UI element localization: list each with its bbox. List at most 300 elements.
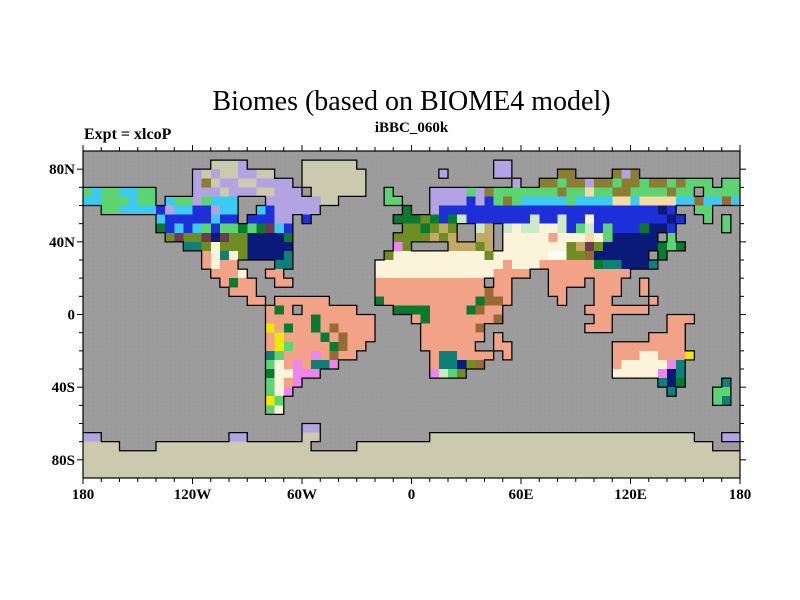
biome-cell bbox=[165, 215, 174, 224]
biome-cell bbox=[384, 269, 393, 278]
biome-cell bbox=[284, 451, 293, 460]
biome-cell bbox=[275, 315, 284, 324]
biome-cell bbox=[293, 196, 302, 205]
biome-cell bbox=[147, 469, 156, 478]
biome-cell bbox=[448, 324, 457, 333]
biome-cell bbox=[621, 469, 630, 478]
biome-cell bbox=[603, 460, 612, 469]
biome-cell bbox=[238, 451, 247, 460]
biome-cell bbox=[603, 278, 612, 287]
biome-cell bbox=[320, 296, 329, 305]
biome-cell bbox=[266, 187, 275, 196]
biome-cell bbox=[193, 196, 202, 205]
biome-cell bbox=[485, 260, 494, 269]
x-tick-label: 180 bbox=[71, 487, 95, 503]
biome-cell bbox=[558, 196, 567, 205]
biome-cell bbox=[558, 287, 567, 296]
biome-cell bbox=[640, 460, 649, 469]
biome-cell bbox=[603, 287, 612, 296]
biome-cell bbox=[539, 215, 548, 224]
biome-cell bbox=[521, 196, 530, 205]
biome-cell bbox=[457, 187, 466, 196]
biome-cell bbox=[311, 160, 320, 169]
biome-cell bbox=[548, 269, 557, 278]
biome-cell bbox=[685, 433, 694, 442]
biome-cell bbox=[448, 287, 457, 296]
biome-cell bbox=[110, 206, 119, 215]
biome-cell bbox=[503, 224, 512, 233]
biome-cell bbox=[621, 360, 630, 369]
biome-cell bbox=[302, 460, 311, 469]
biome-cell bbox=[585, 260, 594, 269]
biome-cell bbox=[183, 451, 192, 460]
biome-cell bbox=[402, 251, 411, 260]
biome-cell bbox=[439, 469, 448, 478]
biome-cell bbox=[722, 215, 731, 224]
biome-cell bbox=[430, 369, 439, 378]
biome-cell bbox=[631, 169, 640, 178]
biome-cell bbox=[329, 469, 338, 478]
biome-cell bbox=[466, 296, 475, 305]
biome-cell bbox=[457, 251, 466, 260]
biome-cell bbox=[631, 196, 640, 205]
biome-cell bbox=[402, 215, 411, 224]
biome-cell bbox=[430, 196, 439, 205]
biome-cell bbox=[302, 196, 311, 205]
biome-cell bbox=[676, 351, 685, 360]
biome-cell bbox=[421, 278, 430, 287]
biome-cell bbox=[421, 451, 430, 460]
biome-cell bbox=[284, 178, 293, 187]
biome-cell bbox=[731, 196, 740, 205]
biome-cell bbox=[694, 196, 703, 205]
biome-cell bbox=[266, 178, 275, 187]
biome-cell bbox=[475, 251, 484, 260]
biome-cell bbox=[585, 460, 594, 469]
biome-cell bbox=[393, 460, 402, 469]
biome-cell bbox=[475, 242, 484, 251]
biome-cell bbox=[302, 169, 311, 178]
biome-cell bbox=[430, 269, 439, 278]
biome-cell bbox=[266, 442, 275, 451]
biome-cell bbox=[320, 360, 329, 369]
biome-cell bbox=[256, 215, 265, 224]
biome-cell bbox=[238, 433, 247, 442]
biome-cell bbox=[640, 305, 649, 314]
biome-cell bbox=[594, 315, 603, 324]
biome-cell bbox=[320, 196, 329, 205]
biome-cell bbox=[229, 187, 238, 196]
biome-cell bbox=[357, 187, 366, 196]
biome-cell bbox=[366, 324, 375, 333]
biome-cell bbox=[722, 460, 731, 469]
x-tick-label: 120E bbox=[614, 487, 647, 503]
biome-cell bbox=[421, 469, 430, 478]
biome-cell bbox=[494, 433, 503, 442]
biome-cell bbox=[640, 342, 649, 351]
biome-cell bbox=[421, 260, 430, 269]
biome-cell bbox=[357, 442, 366, 451]
biome-cell bbox=[530, 224, 539, 233]
biome-cell bbox=[293, 296, 302, 305]
biome-cell bbox=[576, 242, 585, 251]
biome-cell bbox=[448, 224, 457, 233]
x-tick-label: 60E bbox=[508, 487, 534, 503]
biome-cell bbox=[667, 206, 676, 215]
biome-cell bbox=[494, 305, 503, 314]
biome-cell bbox=[521, 451, 530, 460]
biome-cell bbox=[548, 278, 557, 287]
biome-cell bbox=[311, 178, 320, 187]
biome-cell bbox=[475, 351, 484, 360]
biome-cell bbox=[594, 260, 603, 269]
biome-cell bbox=[512, 233, 521, 242]
biome-cell bbox=[266, 351, 275, 360]
biome-cell bbox=[430, 315, 439, 324]
biome-cell bbox=[357, 169, 366, 178]
biome-cell bbox=[266, 387, 275, 396]
biome-cell bbox=[275, 405, 284, 414]
biome-cell bbox=[256, 233, 265, 242]
biome-cell bbox=[685, 351, 694, 360]
biome-cell bbox=[621, 342, 630, 351]
biome-cell bbox=[631, 369, 640, 378]
biome-cell bbox=[384, 451, 393, 460]
biome-cell bbox=[412, 296, 421, 305]
biome-cell bbox=[494, 278, 503, 287]
biome-cell bbox=[685, 442, 694, 451]
biome-cell bbox=[439, 296, 448, 305]
biome-cell bbox=[713, 469, 722, 478]
biome-cell bbox=[147, 196, 156, 205]
biome-cell bbox=[640, 196, 649, 205]
biome-cell bbox=[393, 278, 402, 287]
biome-cell bbox=[649, 215, 658, 224]
biome-cell bbox=[293, 460, 302, 469]
biome-cell bbox=[229, 460, 238, 469]
biome-cell bbox=[311, 342, 320, 351]
biome-cell bbox=[138, 469, 147, 478]
biome-cell bbox=[466, 187, 475, 196]
biome-cell bbox=[485, 287, 494, 296]
biome-cell bbox=[521, 242, 530, 251]
biome-cell bbox=[612, 305, 621, 314]
biome-cell bbox=[494, 215, 503, 224]
biome-cell bbox=[402, 296, 411, 305]
biome-cell bbox=[457, 242, 466, 251]
biome-cell bbox=[229, 160, 238, 169]
biome-cell bbox=[521, 433, 530, 442]
biome-cell bbox=[247, 442, 256, 451]
biome-cell bbox=[466, 196, 475, 205]
biome-cell bbox=[685, 469, 694, 478]
biome-cell bbox=[92, 187, 101, 196]
biome-cell bbox=[612, 196, 621, 205]
biome-cell bbox=[393, 196, 402, 205]
biome-cell bbox=[83, 433, 92, 442]
biome-cell bbox=[567, 215, 576, 224]
biome-cell bbox=[576, 224, 585, 233]
biome-cell bbox=[101, 451, 110, 460]
biome-cell bbox=[393, 215, 402, 224]
biome-cell bbox=[238, 160, 247, 169]
biome-cell bbox=[585, 269, 594, 278]
biome-cell bbox=[193, 169, 202, 178]
biome-cell bbox=[266, 196, 275, 205]
biome-cell bbox=[229, 469, 238, 478]
biome-cell bbox=[202, 196, 211, 205]
biome-cell bbox=[457, 287, 466, 296]
biome-cell bbox=[466, 269, 475, 278]
biome-cell bbox=[731, 178, 740, 187]
biome-cell bbox=[384, 469, 393, 478]
biome-cell bbox=[676, 215, 685, 224]
biome-cell bbox=[348, 460, 357, 469]
biome-cell bbox=[594, 215, 603, 224]
biome-cell bbox=[475, 260, 484, 269]
biome-cell bbox=[266, 206, 275, 215]
biome-cell bbox=[366, 442, 375, 451]
biome-cell bbox=[384, 260, 393, 269]
biome-cell bbox=[220, 460, 229, 469]
biome-cell bbox=[402, 224, 411, 233]
biome-cell bbox=[503, 233, 512, 242]
biome-cell bbox=[220, 469, 229, 478]
biome-cell bbox=[275, 451, 284, 460]
biome-cell bbox=[448, 460, 457, 469]
biome-cell bbox=[722, 396, 731, 405]
biome-cell bbox=[676, 333, 685, 342]
biome-cell bbox=[229, 251, 238, 260]
biome-cell bbox=[421, 251, 430, 260]
biome-cell bbox=[129, 196, 138, 205]
biome-cell bbox=[521, 251, 530, 260]
biome-cell bbox=[412, 260, 421, 269]
biome-cell bbox=[293, 324, 302, 333]
biome-cell bbox=[302, 351, 311, 360]
biome-cell bbox=[475, 224, 484, 233]
biome-cell bbox=[129, 187, 138, 196]
biome-cell bbox=[585, 233, 594, 242]
biome-cell bbox=[375, 460, 384, 469]
biome-cell bbox=[594, 451, 603, 460]
biome-cell bbox=[302, 369, 311, 378]
biome-cell bbox=[339, 333, 348, 342]
biome-cell bbox=[412, 224, 421, 233]
biome-cell bbox=[676, 369, 685, 378]
biome-cell bbox=[658, 187, 667, 196]
biome-cell bbox=[457, 451, 466, 460]
biome-cell bbox=[548, 196, 557, 205]
biome-cell bbox=[393, 260, 402, 269]
biome-cell bbox=[110, 460, 119, 469]
biome-cell bbox=[275, 196, 284, 205]
biome-cell bbox=[430, 233, 439, 242]
biome-cell bbox=[193, 451, 202, 460]
biome-cell bbox=[621, 206, 630, 215]
biome-cell bbox=[539, 451, 548, 460]
biome-cell bbox=[576, 269, 585, 278]
biome-cell bbox=[430, 433, 439, 442]
biome-cell bbox=[612, 224, 621, 233]
biome-cell bbox=[457, 215, 466, 224]
biome-cell bbox=[439, 324, 448, 333]
biome-cell bbox=[503, 242, 512, 251]
biome-cell bbox=[722, 178, 731, 187]
biome-cell bbox=[256, 296, 265, 305]
biome-cell bbox=[174, 442, 183, 451]
biome-cell bbox=[466, 287, 475, 296]
biome-cell bbox=[530, 433, 539, 442]
biome-cell bbox=[430, 442, 439, 451]
biome-cell bbox=[284, 342, 293, 351]
biome-cell bbox=[466, 251, 475, 260]
biome-cell bbox=[567, 187, 576, 196]
biome-cell bbox=[256, 169, 265, 178]
biome-cell bbox=[211, 206, 220, 215]
biome-cell bbox=[320, 460, 329, 469]
biome-cell bbox=[594, 442, 603, 451]
biome-cell bbox=[485, 187, 494, 196]
biome-cell bbox=[247, 233, 256, 242]
biome-cell bbox=[421, 460, 430, 469]
biome-cell bbox=[320, 351, 329, 360]
biome-cell bbox=[421, 233, 430, 242]
biome-cell bbox=[731, 187, 740, 196]
biome-cell bbox=[612, 360, 621, 369]
biome-cell bbox=[165, 233, 174, 242]
biome-cell bbox=[567, 242, 576, 251]
biome-cell bbox=[439, 187, 448, 196]
biome-cell bbox=[266, 396, 275, 405]
biome-cell bbox=[110, 196, 119, 205]
biome-cell bbox=[293, 187, 302, 196]
biome-cell bbox=[631, 305, 640, 314]
biome-cell bbox=[631, 260, 640, 269]
biome-cell bbox=[311, 351, 320, 360]
biome-cell bbox=[247, 296, 256, 305]
biome-cell bbox=[439, 433, 448, 442]
biome-cell bbox=[266, 333, 275, 342]
biome-cell bbox=[612, 342, 621, 351]
biome-cell bbox=[448, 433, 457, 442]
biome-cell bbox=[320, 469, 329, 478]
biome-cell bbox=[229, 451, 238, 460]
biome-cell bbox=[202, 206, 211, 215]
biome-cell bbox=[229, 278, 238, 287]
biome-cell bbox=[311, 324, 320, 333]
biome-cell bbox=[293, 442, 302, 451]
biome-cell bbox=[284, 351, 293, 360]
biome-cell bbox=[603, 324, 612, 333]
biome-cell bbox=[101, 196, 110, 205]
biome-cell bbox=[558, 278, 567, 287]
biome-cell bbox=[676, 433, 685, 442]
biome-cell bbox=[576, 196, 585, 205]
biome-cell bbox=[448, 451, 457, 460]
biome-cell bbox=[640, 251, 649, 260]
biome-cell bbox=[548, 215, 557, 224]
biome-cell bbox=[594, 460, 603, 469]
biome-cell bbox=[275, 333, 284, 342]
biome-cell bbox=[676, 451, 685, 460]
biome-cell bbox=[439, 351, 448, 360]
biome-cell bbox=[147, 460, 156, 469]
biome-cell bbox=[284, 460, 293, 469]
biome-cell bbox=[548, 242, 557, 251]
biome-cell bbox=[612, 369, 621, 378]
biome-cell bbox=[640, 233, 649, 242]
biome-cell bbox=[348, 187, 357, 196]
biome-cell bbox=[649, 196, 658, 205]
biome-cell bbox=[266, 251, 275, 260]
biome-cell bbox=[667, 233, 676, 242]
biome-cell bbox=[101, 442, 110, 451]
biome-cell bbox=[558, 433, 567, 442]
biome-cell bbox=[202, 451, 211, 460]
biome-cell bbox=[640, 187, 649, 196]
biome-cell bbox=[649, 296, 658, 305]
biome-cell bbox=[694, 178, 703, 187]
biome-cell bbox=[521, 206, 530, 215]
biome-cell bbox=[329, 169, 338, 178]
biome-cell bbox=[539, 242, 548, 251]
biome-cell bbox=[183, 242, 192, 251]
biome-cell bbox=[448, 442, 457, 451]
biome-cell bbox=[275, 396, 284, 405]
biome-cell bbox=[165, 460, 174, 469]
biome-cell bbox=[384, 196, 393, 205]
biome-cell bbox=[640, 369, 649, 378]
biome-cell bbox=[475, 315, 484, 324]
biome-cell bbox=[594, 251, 603, 260]
biome-cell bbox=[612, 269, 621, 278]
biome-cell bbox=[558, 469, 567, 478]
biome-cell bbox=[275, 369, 284, 378]
biome-cell bbox=[138, 206, 147, 215]
biome-cell bbox=[621, 251, 630, 260]
biome-cell bbox=[174, 451, 183, 460]
biome-cell bbox=[612, 178, 621, 187]
biome-cell bbox=[576, 251, 585, 260]
biome-cell bbox=[448, 187, 457, 196]
biome-cell bbox=[603, 469, 612, 478]
biome-cell bbox=[266, 224, 275, 233]
biome-cell bbox=[329, 178, 338, 187]
biome-cell bbox=[631, 442, 640, 451]
biome-cell bbox=[585, 224, 594, 233]
biome-cell bbox=[548, 178, 557, 187]
biome-cell bbox=[676, 378, 685, 387]
biome-cell bbox=[631, 360, 640, 369]
biome-cell bbox=[284, 260, 293, 269]
biome-cell bbox=[430, 324, 439, 333]
biome-cell bbox=[375, 260, 384, 269]
biome-cell bbox=[92, 451, 101, 460]
biome-cell bbox=[558, 242, 567, 251]
biome-cell bbox=[503, 269, 512, 278]
biome-cell bbox=[366, 315, 375, 324]
biome-cell bbox=[448, 233, 457, 242]
biome-cell bbox=[521, 469, 530, 478]
biome-cell bbox=[311, 305, 320, 314]
biome-cell bbox=[539, 469, 548, 478]
biome-cell bbox=[284, 196, 293, 205]
biome-cell bbox=[339, 342, 348, 351]
biome-cell bbox=[275, 305, 284, 314]
biome-cell bbox=[302, 315, 311, 324]
biome-cell bbox=[275, 387, 284, 396]
